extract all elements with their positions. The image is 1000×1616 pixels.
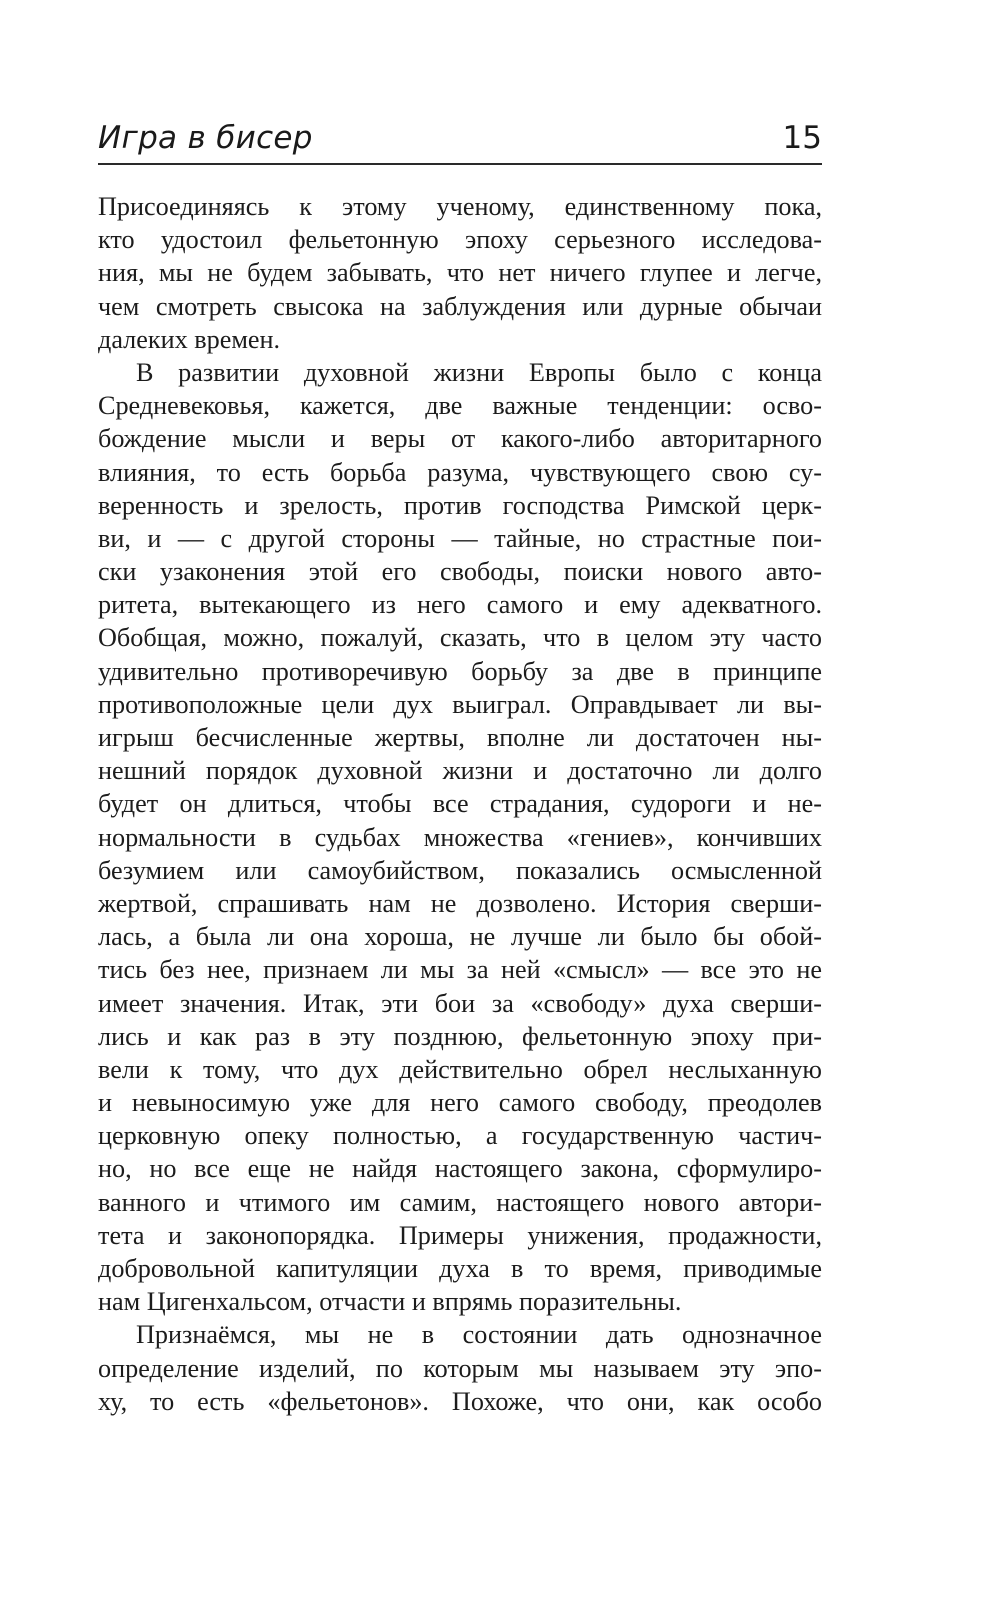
text-line: игрыш бесчисленные жертвы, вполне ли достаточен ны- [98,723,822,752]
text-line: ви, и — с другой стороны — тайные, но страстные пои- [98,523,822,553]
running-header [98,112,822,164]
text-line: и невыносимую уже для него самого свободу, преодолев [98,1088,822,1118]
text-line: жертвой, спрашивать нам не дозволено. История сверши- [98,888,822,918]
text-line: далеких времен. [98,324,281,354]
text-line: влияния, то есть борьба разума, чувствующего свою су- [98,457,822,487]
text-line: безумием или самоубийством, показались осмысленной [98,855,822,885]
text-line: веренность и зрелость, против господства Римской церк- [98,490,822,520]
header-rule [98,163,822,165]
body-text [98,190,822,1418]
paragraph [98,1318,822,1418]
text-line: Признаёмся, мы не в состоянии дать однозначное [136,1320,822,1350]
text-line: тись без нее, признаем ли мы за ней «смысл» — все это не [98,955,822,985]
text-line: Средневековья, кажется, две важные тенденции: осво- [98,391,822,421]
text-line: бождение мысли и веры от какого-либо авторитарного [98,424,822,454]
text-line: ху, то есть «фельетонов». Похоже, что они, как особо [98,1386,822,1416]
text-line: нормальности в судьбах множества «гениев», кончивших [98,822,822,852]
text-line: удивительно противоречивую борьбу за две в принципе [98,656,822,686]
text-line: имеет значения. Итак, эти бои за «свободу» духа сверши- [98,988,822,1018]
text-line: определение изделий, по которым мы называем эту эпо- [98,1353,822,1383]
text-line: Присоединяясь к этому ученому, единственному пока, [98,192,822,221]
text-line: лась, а была ли она хороша, не лучше ли было бы обой- [98,922,822,952]
paragraph [98,356,822,1318]
page-number: 15 [782,120,822,156]
text-line: ванного и чтимого им самим, настоящего нового автори- [98,1187,822,1217]
text-line: вели к тому, что дух действительно обрел неслыханную [98,1054,822,1084]
text-line: чем смотреть свысока на заблуждения или дурные обычаи [98,291,822,321]
text-line: нам Цигенхальсом, отчасти и впрямь поразительны. [98,1287,682,1317]
text-line: церковную опеку полностью, а государственную частич- [98,1121,822,1151]
text-line: Обобщая, можно, пожалуй, сказать, что в целом эту часто [98,623,822,653]
text-line: будет он длиться, чтобы все страдания, судороги и не- [98,789,822,819]
paragraph [98,190,822,356]
text-line: нешний порядок духовной жизни и достаточно ли долго [98,756,822,786]
text-line: ния, мы не будем забывать, что нет ничего глупее и легче, [98,258,822,288]
text-line: но, но все еще не найдя настоящего закона, сформулиро- [98,1154,822,1184]
text-line: лись и как раз в эту позднюю, фельетонную эпоху при- [98,1021,822,1051]
text-line: В развитии духовной жизни Европы было с конца [136,357,822,387]
text-line: кто удостоил фельетонную эпоху серьезного исследова- [98,225,822,255]
text-line: ски узаконения этой его свободы, поиски нового авто- [98,557,822,587]
text-line: противоположные цели дух выиграл. Оправдывает ли вы- [98,689,822,719]
text-line: тета и законопорядка. Примеры унижения, продажности, [98,1220,822,1250]
book-title: Игра в бисер [98,120,313,156]
text-line: добровольной капитуляции духа в то время, приводимые [98,1254,822,1283]
text-line: ритета, вытекающего из него самого и ему адекватного. [98,590,822,620]
